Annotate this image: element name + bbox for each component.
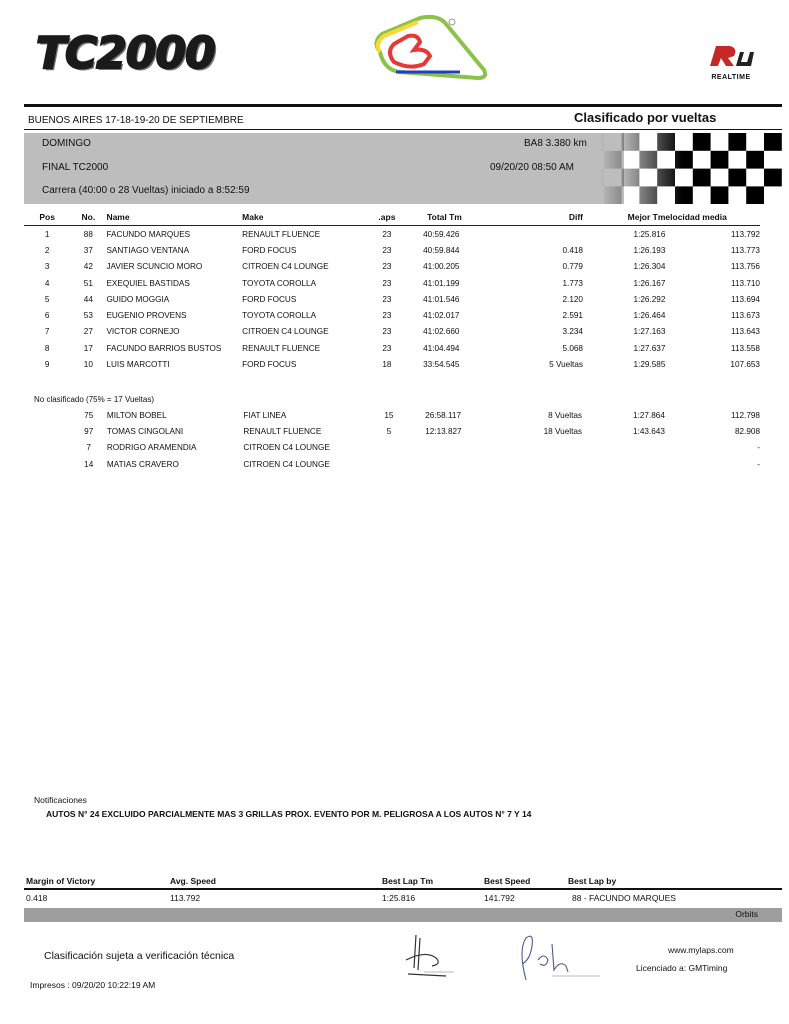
cell-pos: 1	[44, 229, 50, 239]
cell-no: 14	[84, 459, 94, 469]
cell-name: SANTIAGO VENTANA	[106, 245, 190, 255]
cell-name: EXEQUIEL BASTIDAS	[106, 278, 190, 288]
summary-margin-value: 0.418	[26, 893, 48, 903]
results-table	[24, 210, 760, 373]
cell-diff: 5 Vueltas	[549, 360, 583, 370]
cell-best: 1:27.864	[633, 410, 665, 420]
event-title: BUENOS AIRES 17-18-19-20 DE SEPTIEMBRE	[28, 115, 244, 126]
cell-speed: 113.558	[731, 343, 760, 353]
table-row	[24, 307, 760, 323]
signature-1-icon	[396, 930, 460, 980]
table-row	[24, 440, 760, 456]
col-best: Mejor Tm	[583, 210, 665, 226]
cell-name: MATIAS CRAVERO	[106, 459, 179, 469]
cell-pos: 6	[44, 311, 50, 321]
cell-diff	[508, 226, 583, 243]
cell-no: 51	[83, 278, 93, 288]
summary-value-row	[24, 889, 782, 905]
cell-pos	[24, 423, 71, 439]
cell-speed: 113.773	[731, 245, 760, 255]
cell-total: 40:59.426	[423, 229, 460, 239]
cell-laps: 23	[382, 245, 392, 255]
not-classified-label: No clasificado (75% = 17 Vueltas)	[34, 395, 154, 404]
cell-diff: 0.779	[562, 262, 583, 272]
cell-speed: 113.792	[731, 229, 760, 239]
cell-no: 53	[83, 311, 93, 321]
cell-best: 1:25.816	[633, 229, 666, 239]
cell-no: 88	[83, 229, 93, 239]
cell-no: 27	[83, 327, 93, 337]
orbits-bar	[24, 908, 782, 922]
cell-laps: 23	[382, 229, 392, 239]
col-speed: elocidad media	[665, 210, 760, 226]
cell-speed: 113.673	[731, 311, 760, 321]
summary-avg-value: 113.792	[170, 893, 201, 903]
cell-make: CITROEN C4 LOUNGE	[242, 262, 329, 272]
cell-make: RENAULT FLUENCE	[242, 229, 321, 239]
website-text: www.mylaps.com	[668, 945, 734, 955]
cell-laps: 18	[382, 360, 392, 370]
cell-no: 75	[84, 410, 94, 420]
session-info-box	[24, 133, 624, 204]
cell-no: 7	[86, 443, 91, 453]
header-divider	[24, 104, 782, 107]
cell-total: 26:58.117	[425, 410, 462, 420]
summary-bestlap-value: 1:25.816	[382, 893, 416, 903]
cell-total: 41:02.017	[423, 311, 460, 321]
cell-speed: 107.653	[730, 360, 760, 370]
cell-make: FORD FOCUS	[242, 245, 297, 255]
cell-pos: 7	[44, 327, 50, 337]
cell-diff	[506, 440, 582, 456]
cell-diff: 5.068	[562, 343, 583, 353]
circuit-length: BA8 3.380 km	[524, 138, 587, 149]
event-divider	[24, 129, 782, 130]
cell-best	[582, 440, 665, 456]
cell-name: VICTOR CORNEJO	[106, 327, 180, 337]
cell-diff: 2.120	[562, 294, 583, 304]
cell-best: 1:43.643	[633, 426, 665, 436]
notifications-label: Notificaciones	[34, 795, 87, 805]
cell-best: 1:27.163	[633, 327, 666, 337]
cell-diff: 18 Vueltas	[543, 426, 582, 436]
cell-laps: 23	[382, 311, 392, 321]
cell-name: MILTON BOBEL	[106, 410, 167, 420]
cell-best: 1:26.464	[633, 311, 666, 321]
table-row	[24, 226, 760, 243]
cell-best: 1:26.304	[633, 262, 666, 272]
summary-avg-header: Avg. Speed	[168, 876, 380, 889]
cell-make: TOYOTA COROLLA	[242, 311, 317, 321]
cell-total: 12:13.827	[425, 426, 462, 436]
cell-best: 1:29.585	[633, 360, 666, 370]
table-row	[24, 242, 760, 258]
cell-speed: 112.798	[731, 410, 760, 420]
cell-pos	[24, 440, 71, 456]
cell-no: 97	[84, 426, 94, 436]
cell-name: FACUNDO MARQUES	[106, 229, 191, 239]
col-make: Make	[242, 210, 363, 226]
notifications-text: AUTOS N° 24 EXCLUIDO PARCIALMENTE MAS 3 GRILLAS PROX. EVENTO POR M. PELIGROSA A LOS AUTOS N° 7 Y 14	[46, 809, 532, 819]
cell-no: 10	[83, 360, 93, 370]
report-title: Clasificado por vueltas	[574, 110, 717, 125]
cell-no: 42	[83, 262, 93, 272]
cell-best: 1:26.292	[633, 294, 666, 304]
cell-pos: 9	[44, 360, 50, 370]
cell-make: CITROEN C4 LOUNGE	[243, 443, 330, 453]
cell-make: FORD FOCUS	[242, 294, 297, 304]
verification-note: Clasificación sujeta a verificación técnica	[44, 950, 235, 962]
cell-best: 1:26.167	[633, 278, 666, 288]
cell-make: RENAULT FLUENCE	[243, 426, 322, 436]
cell-no: 17	[83, 343, 93, 353]
col-diff: Diff	[508, 210, 583, 226]
session-datetime: 09/20/20 08:50 AM	[490, 162, 574, 173]
cell-make: FIAT LINEA	[243, 410, 287, 420]
cell-no: 37	[83, 245, 93, 255]
summary-header-row	[24, 876, 782, 889]
cell-laps: 23	[382, 278, 392, 288]
cell-name: GUIDO MOGGIA	[106, 294, 170, 304]
cell-no: 44	[83, 294, 93, 304]
cell-name: RODRIGO ARAMENDIA	[106, 443, 197, 453]
realtime-logo-icon	[706, 44, 756, 68]
col-laps: .aps	[363, 210, 411, 226]
cell-total	[413, 456, 506, 472]
cell-make: CITROEN C4 LOUNGE	[242, 327, 329, 337]
signature-2-icon	[512, 930, 604, 986]
realtime-logo-text: REALTIME	[711, 74, 751, 81]
cell-name: EUGENIO PROVENS	[106, 311, 187, 321]
cell-diff: 2.591	[562, 311, 583, 321]
realtime-logo	[700, 44, 762, 80]
cell-speed: 113.694	[731, 294, 760, 304]
checkered-flag-icon	[600, 133, 782, 204]
cell-name: LUIS MARCOTTI	[106, 360, 170, 370]
summary-bestspeed-header: Best Speed	[482, 876, 566, 889]
summary-bestby-value: 88 - FACUNDO MARQUES	[572, 893, 676, 903]
summary-margin-header: Margin of Victory	[24, 876, 168, 889]
circuit-map-icon	[360, 12, 490, 84]
table-row	[24, 407, 760, 423]
cell-name: JAVIER SCUNCIO MORO	[106, 262, 203, 272]
session-day: DOMINGO	[42, 138, 91, 149]
cell-diff: 3.234	[562, 327, 583, 337]
table-row	[24, 291, 760, 307]
cell-laps: 23	[382, 262, 392, 272]
cell-make: TOYOTA COROLLA	[242, 278, 317, 288]
table-row	[24, 275, 760, 291]
cell-total: 41:02.660	[423, 327, 460, 337]
cell-diff: 1.773	[562, 278, 583, 288]
cell-total: 41:01.199	[423, 278, 460, 288]
cell-laps: 15	[384, 410, 394, 420]
cell-laps: 23	[382, 343, 392, 353]
cell-laps: 5	[386, 426, 392, 436]
cell-diff: 8 Vueltas	[548, 410, 582, 420]
table-row	[24, 356, 760, 372]
tc2000-logo: TC2000	[36, 28, 215, 79]
summary-bestby-header: Best Lap by	[566, 876, 782, 889]
cell-pos: 8	[44, 343, 50, 353]
cell-make: CITROEN C4 LOUNGE	[243, 459, 330, 469]
cell-laps: 23	[382, 327, 392, 337]
cell-diff	[506, 456, 582, 472]
not-classified-table	[24, 407, 760, 472]
cell-best: 1:26.193	[633, 245, 666, 255]
table-row	[24, 259, 760, 275]
cell-pos: 3	[44, 262, 50, 272]
col-total: Total Tm	[411, 210, 508, 226]
cell-name: FACUNDO BARRIOS BUSTOS	[106, 343, 222, 353]
table-row	[24, 340, 760, 356]
cell-total: 40:59.844	[423, 245, 460, 255]
cell-speed: 113.756	[731, 262, 760, 272]
cell-total: 33:54.545	[423, 360, 460, 370]
cell-speed: -	[757, 459, 760, 469]
printed-timestamp: Impresos : 09/20/20 10:22:19 AM	[30, 980, 156, 990]
cell-make: RENAULT FLUENCE	[242, 343, 321, 353]
table-row	[24, 423, 760, 439]
cell-speed: 113.710	[731, 278, 760, 288]
cell-total	[413, 440, 506, 456]
table-row	[24, 324, 760, 340]
cell-pos	[24, 456, 71, 472]
cell-total: 41:01.546	[423, 294, 460, 304]
cell-total: 41:04.494	[423, 343, 460, 353]
col-name: Name	[106, 210, 242, 226]
orbits-label: Orbits	[735, 909, 758, 919]
cell-speed: -	[757, 443, 760, 453]
table-row	[24, 456, 760, 472]
cell-speed: 113.643	[731, 327, 760, 337]
cell-pos	[24, 407, 71, 423]
cell-pos: 2	[44, 245, 50, 255]
cell-speed: 82.908	[734, 426, 760, 436]
cell-pos: 5	[44, 294, 50, 304]
cell-make: FORD FOCUS	[242, 360, 297, 370]
summary-bestspeed-value: 141.792	[484, 893, 515, 903]
results-header-row	[24, 210, 760, 226]
summary-table	[24, 876, 782, 905]
cell-diff: 0.418	[562, 245, 583, 255]
cell-pos: 4	[44, 278, 50, 288]
session-name: FINAL TC2000	[42, 162, 109, 173]
cell-laps	[365, 440, 414, 456]
license-text: Licenciado a: GMTiming	[636, 963, 728, 973]
cell-total: 41:00.205	[423, 262, 460, 272]
cell-laps	[365, 456, 414, 472]
cell-best	[582, 456, 665, 472]
col-pos: Pos	[24, 210, 70, 226]
cell-laps: 23	[382, 294, 392, 304]
cell-name: TOMAS CINGOLANI	[106, 426, 184, 436]
col-no: No.	[70, 210, 106, 226]
race-info: Carrera (40:00 o 28 Vueltas) iniciado a 8:52:59	[42, 185, 250, 196]
summary-bestlap-header: Best Lap Tm	[380, 876, 482, 889]
cell-best: 1:27.637	[633, 343, 666, 353]
